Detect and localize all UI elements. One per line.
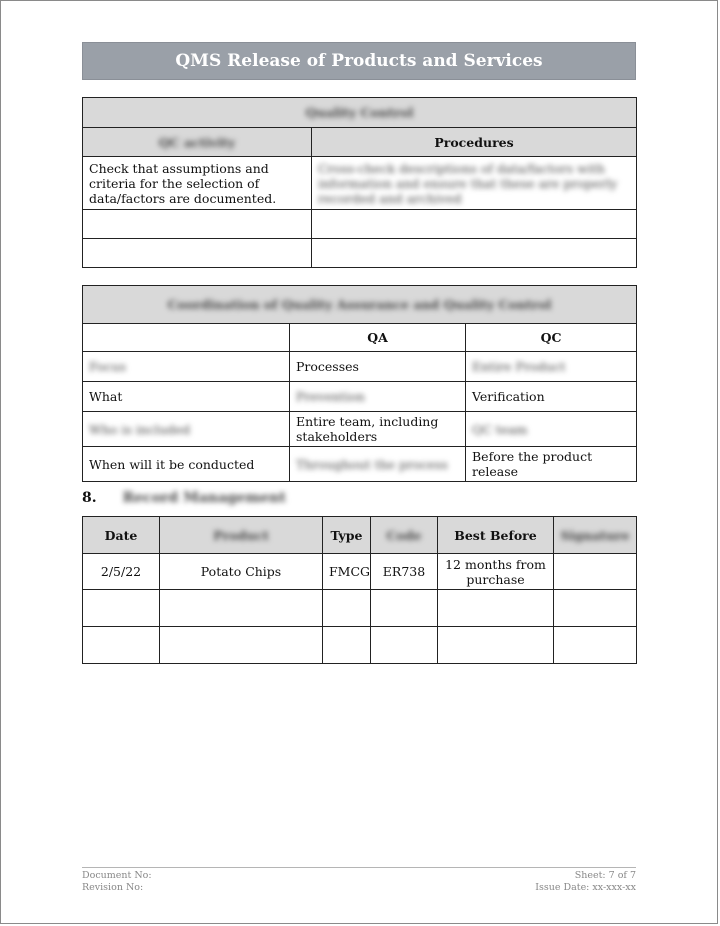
issue-date: Issue Date: xx-xxx-xx xyxy=(535,882,636,893)
table-row xyxy=(83,210,637,239)
column-header-type: Type xyxy=(323,517,371,554)
quality-control-table xyxy=(82,97,637,268)
table-cell: ER738 xyxy=(371,554,438,590)
column-header-best-before: Best Before xyxy=(438,517,554,554)
section-title: Record Management xyxy=(122,490,286,506)
table-row xyxy=(83,239,637,268)
table-cell: Prevention xyxy=(290,382,466,412)
column-header-qc-activity: QC activity xyxy=(83,128,312,157)
table-cell xyxy=(323,590,371,627)
table-row xyxy=(83,554,637,590)
column-header-qa: QA xyxy=(290,324,466,352)
table-cell: 2/5/22 xyxy=(83,554,160,590)
table-cell: Verification xyxy=(466,382,637,412)
table-cell xyxy=(554,554,637,590)
table-cell: What xyxy=(83,382,290,412)
column-header-procedures: Procedures xyxy=(312,128,637,157)
table-cell xyxy=(312,239,637,268)
table-cell xyxy=(160,627,323,664)
table-cell: FMCG xyxy=(323,554,371,590)
table-row xyxy=(83,447,637,482)
record-management-table xyxy=(82,516,637,664)
table-title: Coordination of Quality Assurance and Quality Control xyxy=(83,286,637,324)
footer-right xyxy=(535,870,636,894)
table-row xyxy=(83,157,637,210)
revision-number-label: Revision No: xyxy=(82,882,144,893)
document-title: QMS Release of Products and Services xyxy=(82,42,636,80)
column-header-signature: Signature xyxy=(554,517,637,554)
table-cell: 12 months from purchase xyxy=(438,554,554,590)
table-cell: Processes xyxy=(290,352,466,382)
table-cell xyxy=(554,627,637,664)
table-row xyxy=(83,627,637,664)
table-cell: Entire Product xyxy=(466,352,637,382)
table-cell: When will it be conducted xyxy=(83,447,290,482)
table-cell: Cross-check descriptions of data/factors with information and ensure that these are properly recorded and archived xyxy=(312,157,637,210)
column-header-date: Date xyxy=(83,517,160,554)
table-cell xyxy=(83,239,312,268)
table-cell xyxy=(438,590,554,627)
table-cell xyxy=(371,627,438,664)
table-cell: Focus xyxy=(83,352,290,382)
sheet-number: Sheet: 7 of 7 xyxy=(574,870,636,881)
column-header-qc: QC xyxy=(466,324,637,352)
table-cell xyxy=(554,590,637,627)
table-cell: Check that assumptions and criteria for the selection of data/factors are documented. xyxy=(83,157,312,210)
footer-left xyxy=(82,870,152,894)
column-header-product: Product xyxy=(160,517,323,554)
table-cell xyxy=(83,210,312,239)
table-cell: Entire team, including stakeholders xyxy=(290,412,466,447)
section-number: 8. xyxy=(82,490,97,506)
table-row xyxy=(83,590,637,627)
table-cell: Throughout the process xyxy=(290,447,466,482)
table-row xyxy=(83,412,637,447)
coordination-table xyxy=(82,285,637,482)
table-cell xyxy=(160,590,323,627)
page-footer xyxy=(82,867,636,894)
column-header-code: Code xyxy=(371,517,438,554)
table-cell xyxy=(323,627,371,664)
table-title: Quality Control xyxy=(83,98,637,128)
table-row xyxy=(83,382,637,412)
table-cell xyxy=(371,590,438,627)
section-heading xyxy=(82,490,286,506)
table-cell: Who is included xyxy=(83,412,290,447)
table-cell xyxy=(83,590,160,627)
table-cell: QC team xyxy=(466,412,637,447)
column-header-blank xyxy=(83,324,290,352)
table-cell xyxy=(312,210,637,239)
table-row xyxy=(83,352,637,382)
table-cell: Potato Chips xyxy=(160,554,323,590)
document-number-label: Document No: xyxy=(82,870,152,881)
table-cell xyxy=(438,627,554,664)
table-cell: Before the product release xyxy=(466,447,637,482)
table-cell xyxy=(83,627,160,664)
